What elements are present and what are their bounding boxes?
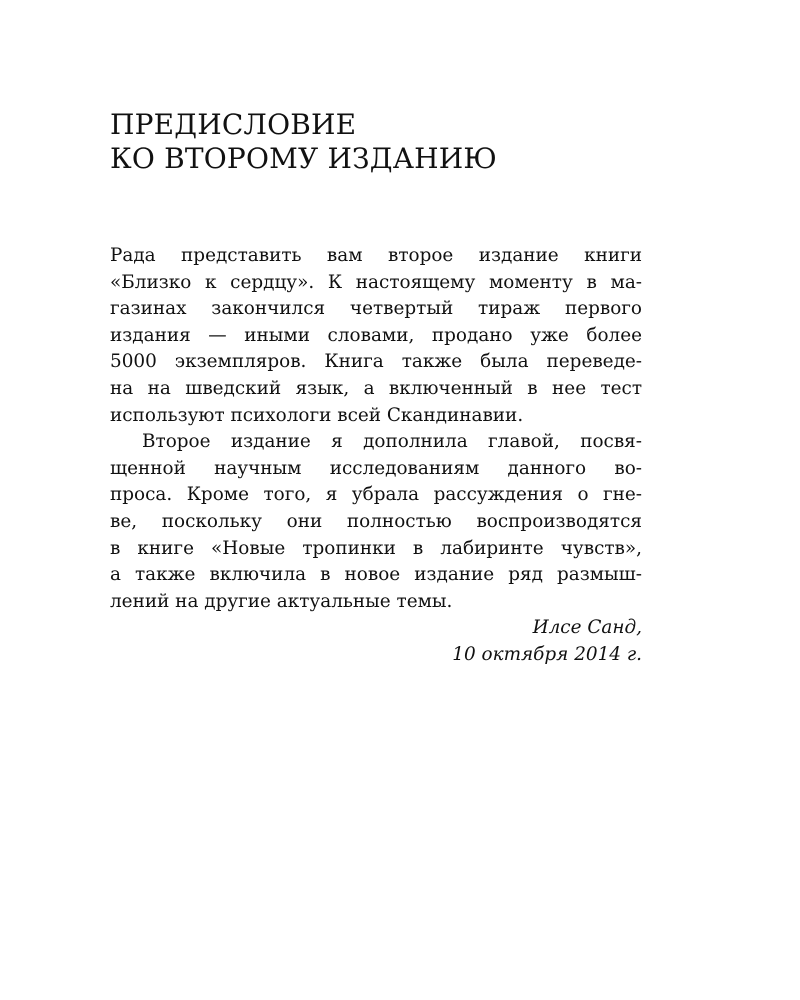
- signature-date: 10 октября 2014 г.: [452, 643, 642, 665]
- chapter-title-line-2: КО ВТОРОМУ ИЗДАНИЮ: [110, 142, 498, 175]
- text-line: проса. Кроме того, я убрала рассуждения о гне-: [110, 484, 642, 506]
- signature-block: [110, 615, 642, 668]
- body-text: [110, 243, 642, 669]
- text-line: используют психологи всей Скандинавии.: [110, 404, 524, 426]
- text-line: на на шведский язык, а включенный в нее тест: [110, 377, 642, 399]
- paragraph-1: [110, 243, 642, 429]
- chapter-title: [110, 108, 670, 176]
- text-line: «Близко к сердцу». К настоящему моменту в ма-: [110, 271, 642, 293]
- text-line: в книге «Новые тропинки в лабиринте чувств»,: [110, 537, 642, 559]
- paragraph-2: [110, 429, 642, 615]
- text-line: издания — иными словами, продано уже более: [110, 324, 642, 346]
- chapter-title-line-1: ПРЕДИСЛОВИЕ: [110, 108, 357, 141]
- text-line: ве, поскольку они полностью воспроизводятся: [110, 510, 642, 532]
- text-line: лений на другие актуальные темы.: [110, 590, 453, 612]
- text-line: газинах закончился четвертый тираж первого: [110, 298, 642, 320]
- text-line: Рада представить вам второе издание книги: [110, 245, 642, 266]
- text-line: а также включила в новое издание ряд размыш-: [110, 564, 642, 586]
- text-line: Второе издание я дополнила главой, посвя-: [142, 431, 642, 453]
- signature-author: Илсе Санд,: [532, 617, 642, 639]
- text-line: 5000 экземпляров. Книга также была переведе-: [110, 351, 642, 373]
- text-line: щенной научным исследованиям данного во-: [110, 457, 642, 479]
